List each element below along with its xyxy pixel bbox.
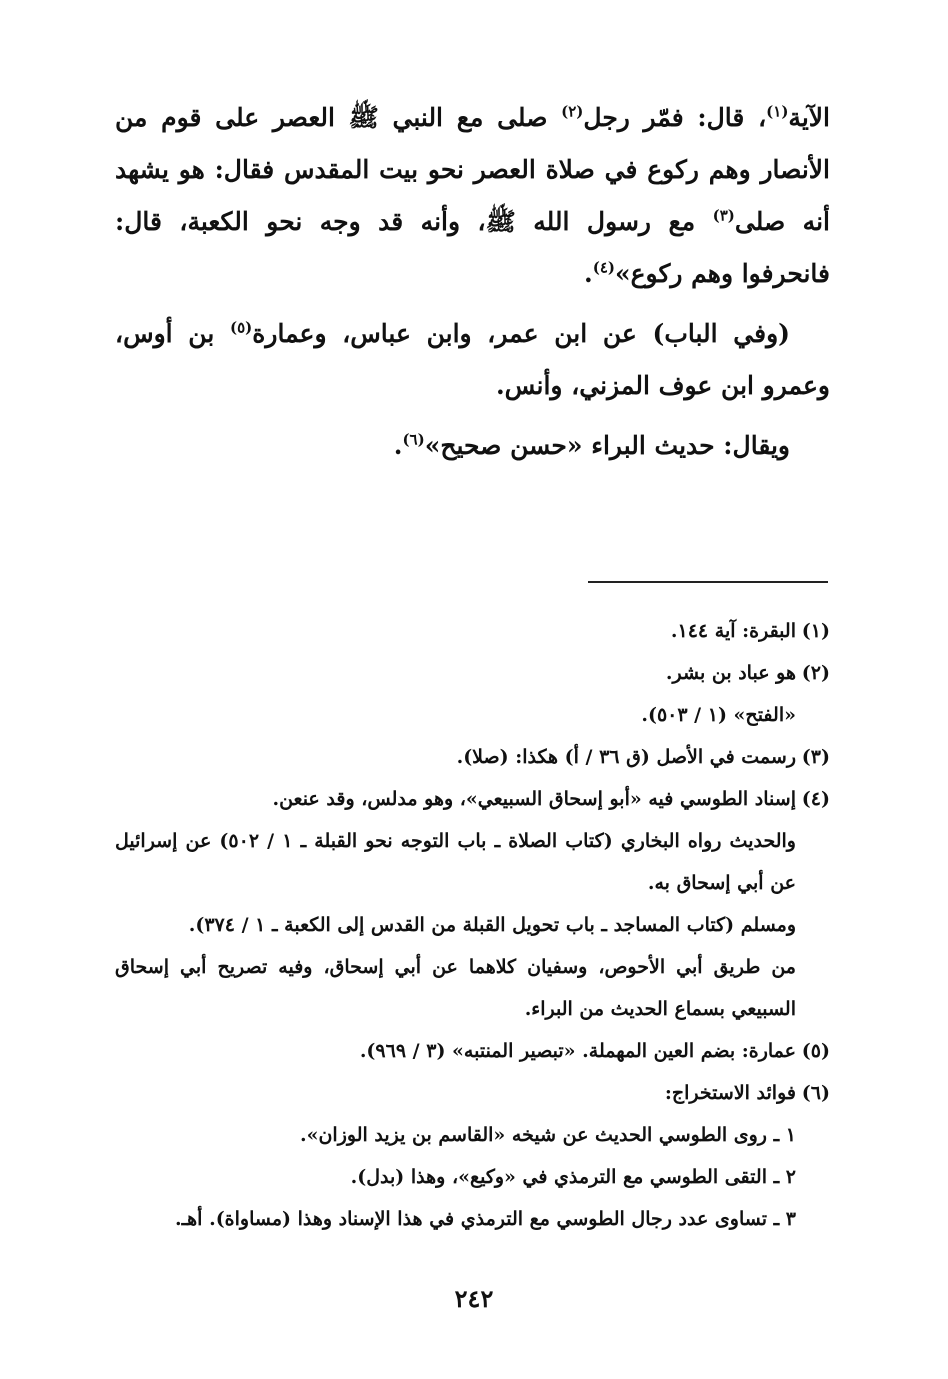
footnote-3	[115, 736, 830, 778]
footnote-ref: (١)	[766, 102, 789, 121]
footnote-continuation: والحديث رواه البخاري (كتاب الصلاة ـ باب التوجه نحو القبلة ـ ١ / ٥٠٢) عن إسرائيل عن أبي إسحاق به.	[115, 830, 796, 894]
footnote-ref: (٦)	[402, 430, 425, 449]
text-segment: بن أوس، وعمرو ابن عوف المزني، وأنس.	[115, 319, 830, 400]
paragraph-hadith	[115, 92, 830, 300]
footnote-text: البقرة: آية ١٤٤.	[670, 620, 796, 642]
footnote-ref: (٥)	[230, 318, 253, 337]
paragraph-grading	[115, 420, 830, 472]
footnote-number: (٥)	[801, 1040, 830, 1062]
footnote-ref: (٤)	[592, 258, 615, 277]
footnote-continuation: ومسلم (كتاب المساجد ـ باب تحويل القبلة من القدس إلى الكعبة ـ ١ / ٣٧٤).	[188, 914, 796, 936]
footnote-number: (٤)	[801, 788, 830, 810]
footnote-continuation: من طريق أبي الأحوص، وسفيان كلاهما عن أبي إسحاق، وفيه تصريح أبي إسحاق السبيعي بسماع الحديث من البراء.	[115, 956, 796, 1020]
footnote-number: (٦)	[801, 1082, 830, 1104]
footnote-number: (٣)	[801, 746, 830, 768]
footnote-text: رسمت في الأصل (ق ٣٦ / أ) هكذا: (صلا).	[456, 746, 796, 768]
text-segment: الآية	[788, 103, 830, 132]
footnote-ref: (٣)	[712, 206, 735, 225]
footnote-list-item: ١ ـ روى الطوسي الحديث عن شيخه «القاسم بن يزيد الوزان».	[299, 1124, 796, 1146]
text-segment: صلى مع النبي ﷺ العصر على قوم من الأنصار وهم ركوع في صلاة العصر نحو بيت المقدس فقال: هو يشهد أنه صلى	[115, 103, 830, 236]
footnote-text: فوائد الاستخراج:	[664, 1082, 796, 1104]
footnote-number: (١)	[801, 620, 830, 642]
text-segment: (وفي الباب) عن ابن عمر، وابن عباس، وعمارة	[252, 319, 790, 348]
footnote-divider	[588, 581, 828, 583]
footnote-5	[115, 1030, 830, 1072]
page-number: ٢٤٢	[454, 1284, 494, 1313]
text-segment: ويقال: حديث البراء «حسن صحيح»	[424, 431, 790, 460]
footnote-number: (٢)	[801, 662, 830, 684]
footnote-text: هو عباد بن بشر.	[665, 662, 796, 684]
footnote-2	[115, 652, 830, 694]
footnote-list-item: ٢ ـ التقى الطوسي مع الترمذي في «وكيع»، وهذا (بدل).	[350, 1166, 796, 1188]
text-segment: .	[393, 431, 403, 460]
footnote-6	[115, 1072, 830, 1114]
footnote-1	[115, 610, 830, 652]
text-segment: .	[583, 259, 593, 288]
paragraph-in-chapter	[115, 308, 830, 412]
text-segment: ، قال: فمّر رجل	[583, 103, 767, 132]
text-segment: مع رسول الله ﷺ، وأنه قد وجه نحو الكعبة، قال: فانحرفوا وهم ركوع»	[115, 207, 830, 288]
footnote-continuation: «الفتح» (١ / ٥٠٣).	[641, 704, 796, 726]
main-text	[115, 92, 830, 472]
footnote-list-item: ٣ ـ تساوى عدد رجال الطوسي مع الترمذي في هذا الإسناد وهذا (مساواة). أهـ.	[174, 1208, 796, 1230]
footnote-text: إسناد الطوسي فيه «أبو إسحاق السبيعي»، وهو مدلس، وقد عنعن.	[272, 788, 796, 810]
footnotes	[115, 610, 830, 1240]
footnote-4	[115, 778, 830, 820]
footnote-text: عمارة: بضم العين المهملة. «تبصير المنتبه» (٣ / ٩٦٩).	[359, 1040, 796, 1062]
footnote-ref: (٢)	[561, 102, 584, 121]
